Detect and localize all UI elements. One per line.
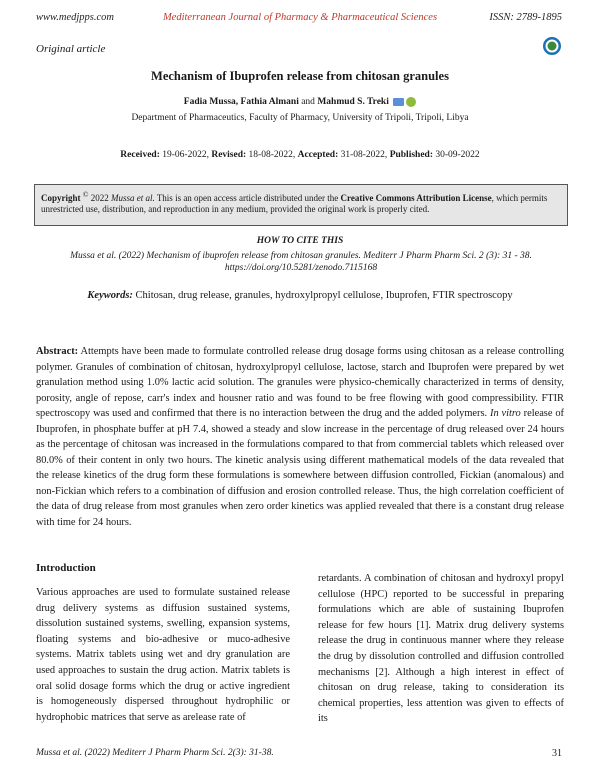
- authors-and: and: [301, 97, 315, 108]
- citation-doi[interactable]: https://doi.org/10.5281/zenodo.7115168: [224, 263, 378, 273]
- article-dates: [0, 150, 600, 160]
- keywords: [0, 290, 600, 301]
- received-label: Received:: [120, 150, 160, 160]
- copyright-text-2: , which permits unrestricted use, distribution, and reproduction in any medium, provided the original work is properly cited.: [41, 193, 548, 214]
- citation: [36, 250, 566, 274]
- introduction-left-column: Various approaches are used to formulate sustained release drug delivery systems as diffusion sustained systems, dissolution sustained systems, swelling, expansion systems, floating systems and bio-adhesive or muco-adhesive systems. Matrix tablets using wet and dry granulation are used approaches to sustain the drug action. Matrix tablets is oral solid dosage forms which the drug or active ingredient is homogeneously dispersed throughout hydrophilic or hydrophobic matrices that serve as arelease rate of: [36, 587, 290, 723]
- accepted-label: Accepted:: [297, 150, 339, 160]
- author-line: [0, 97, 600, 107]
- accepted-date: 31-08-2022,: [340, 150, 388, 160]
- cc-license-icon[interactable]: [542, 36, 562, 56]
- published-date: 30-09-2022: [435, 150, 480, 160]
- copyright-box: [34, 184, 568, 226]
- keywords-text: Chitosan, drug release, granules, hydroxylpropyl cellulose, Ibuprofen, FTIR spectroscopy: [135, 290, 513, 301]
- revised-label: Revised:: [211, 150, 247, 160]
- email-icon[interactable]: [393, 98, 404, 106]
- journal-name: Mediterranean Journal of Pharmacy & Pharmaceutical Sciences: [162, 12, 438, 23]
- copyright-label: Copyright: [41, 193, 81, 203]
- abstract-in-vitro: In vitro: [490, 408, 521, 419]
- copyright-text: This is an open access article distributed under the: [156, 193, 339, 203]
- footer-citation: Mussa et al. (2022) Mediterr J Pharm Pharm Sci. 2(3): 31-38.: [36, 748, 274, 758]
- citation-heading: HOW TO CITE THIS: [256, 236, 344, 246]
- affiliation: Department of Pharmaceutics, Faculty of Pharmacy, University of Tripoli, Tripoli, Libya: [131, 113, 469, 123]
- copyright-year: 2022: [90, 193, 109, 203]
- abstract: [36, 344, 564, 530]
- abstract-label: Abstract:: [36, 346, 79, 357]
- revised-date: 18-08-2022,: [248, 150, 296, 160]
- received-date: 19-06-2022,: [162, 150, 209, 160]
- abstract-text-1: Attempts have been made to formulate controlled release drug dosage forms using chitosan as a release controlling polymer. Granules of combination of chitosan, hydroxylpropyl cellulose, lactose, starch and Ibuprofen were prepared by wet granulation method using 1.0% lactic acid solution. The granules were physico-chemically characterized in terms of density, porosity, angle of repose, carr's index and housner ratio and was found to be free flowing with good compressibility. FTIR spectroscopy was used and confirmed that there is no interaction between the drug and the added polymers.: [36, 346, 565, 419]
- orcid-icon[interactable]: [406, 97, 416, 107]
- keywords-label: Keywords:: [87, 290, 133, 301]
- issn: ISSN: 2789-1895: [489, 12, 562, 23]
- license-link[interactable]: Creative Commons Attribution License: [340, 193, 492, 203]
- copyright-symbol: ©: [82, 190, 89, 199]
- published-label: Published:: [389, 150, 433, 160]
- article-title: Mechanism of Ibuprofen release from chitosan granules: [151, 69, 449, 83]
- copyright-holder: Mussa et al.: [110, 193, 155, 203]
- journal-website[interactable]: www.medjpps.com: [36, 12, 114, 23]
- citation-reference: Mussa et al. (2022) Mechanism of ibuprofen release from chitosan granules. Mediterr J Pharm Pharm Sci. 2 (3): 31 - 38.: [70, 251, 532, 261]
- authors-list: Fadia Mussa, Fathia Almani: [183, 97, 299, 108]
- abstract-text-2: release of Ibuprofen, in phosphate buffer at pH 7.4, showed a steady and slow increase in the percentage of drug released over 24 hours as the percentage of chitosan was increased in the formulations compared to that from commercial tablets which released over 80.0% of their content in only two hours. The kinetic analysis using different mathematical models of the data revealed that the release kinetics of the drug form these formulations is somewhere between diffusion controlled, Fickian (anomalous) and non-Fickian which refers to a combination of diffusion and erosion controlled release. Thus, the high correlation coefficient of the data of drug release from most granules when zero order kinetics was applied revealed that there is a constant drug release with time for 24 hours.: [36, 408, 564, 528]
- introduction-heading: Introduction: [36, 562, 96, 574]
- article-type: Original article: [36, 43, 106, 55]
- page-number: 31: [552, 748, 562, 759]
- introduction-right-column: retardants. A combination of chitosan and hydroxyl propyl cellulose (HPC) reported to be successful in preparing formulations which are able of sustaining Ibuprofen release for few hours [1]. Matrix drug delivery systems release the drug in continuous manner where they release the drug by dissolution controlled and diffusion controlled mechanisms [2]. Although a high interest in effect of chitosan on drug release, taking to consideration its chemical properties, less attention was given to effects of its: [318, 573, 564, 725]
- corresponding-author: Mahmud S. Treki: [317, 97, 389, 108]
